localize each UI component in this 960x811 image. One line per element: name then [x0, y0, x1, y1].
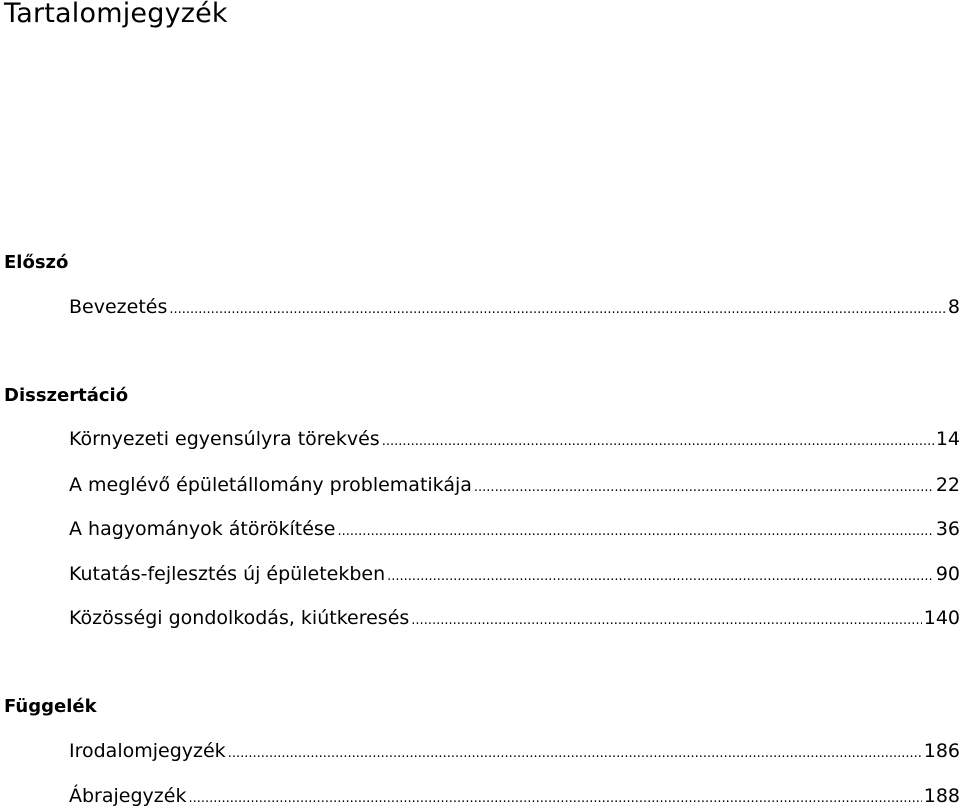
toc-entry-label: Ábrajegyzék — [69, 785, 187, 807]
toc-page-number: 140 — [923, 607, 960, 629]
toc-dot-leader — [474, 476, 934, 500]
toc-page-number: 186 — [923, 740, 960, 762]
toc-dot-leader — [188, 787, 921, 811]
toc-entry-kutatas-fejlesztes[interactable] — [69, 562, 960, 589]
toc-entry-abrajegyzek[interactable] — [69, 784, 960, 811]
toc-dot-leader — [411, 609, 921, 633]
section-heading-fuggelek: Függelék — [4, 696, 97, 717]
section-heading-disszertacio: Disszertáció — [4, 385, 129, 406]
toc-entry-epuletallomany[interactable] — [69, 473, 960, 500]
toc-entry-kornyezeti-egyensuly[interactable] — [69, 427, 960, 454]
toc-dot-leader — [338, 520, 934, 544]
toc-entry-label: Környezeti egyensúlyra törekvés — [69, 428, 380, 450]
page-title: Tartalomjegyzék — [4, 0, 228, 29]
toc-dot-leader — [228, 742, 922, 766]
toc-page-number: 22 — [935, 474, 960, 496]
toc-entry-kozossegi-gondolkodas[interactable] — [69, 606, 960, 633]
toc-entry-irodalomjegyzek[interactable] — [69, 739, 960, 766]
section-heading-eloszo: Előszó — [4, 252, 69, 273]
toc-entry-label: Kutatás-fejlesztés új épületekben — [69, 563, 386, 585]
toc-entry-hagyomanyok[interactable] — [69, 517, 960, 544]
toc-page-number: 188 — [923, 785, 960, 807]
toc-page-number: 36 — [935, 518, 960, 540]
toc-entry-bevezetes[interactable] — [69, 295, 960, 322]
toc-entry-label: Bevezetés — [69, 296, 168, 318]
toc-dot-leader — [382, 430, 934, 454]
toc-page-number: 8 — [947, 296, 960, 318]
toc-entry-label: A hagyományok átörökítése — [69, 518, 336, 540]
toc-page-number: 90 — [935, 563, 960, 585]
toc-dot-leader — [387, 565, 934, 589]
toc-entry-label: Közösségi gondolkodás, kiútkeresés — [69, 607, 410, 629]
toc-dot-leader — [169, 298, 946, 322]
toc-entry-label: Irodalomjegyzék — [69, 740, 226, 762]
toc-page-number: 14 — [935, 428, 960, 450]
toc-entry-label: A meglévő épületállomány problematikája — [69, 474, 472, 496]
